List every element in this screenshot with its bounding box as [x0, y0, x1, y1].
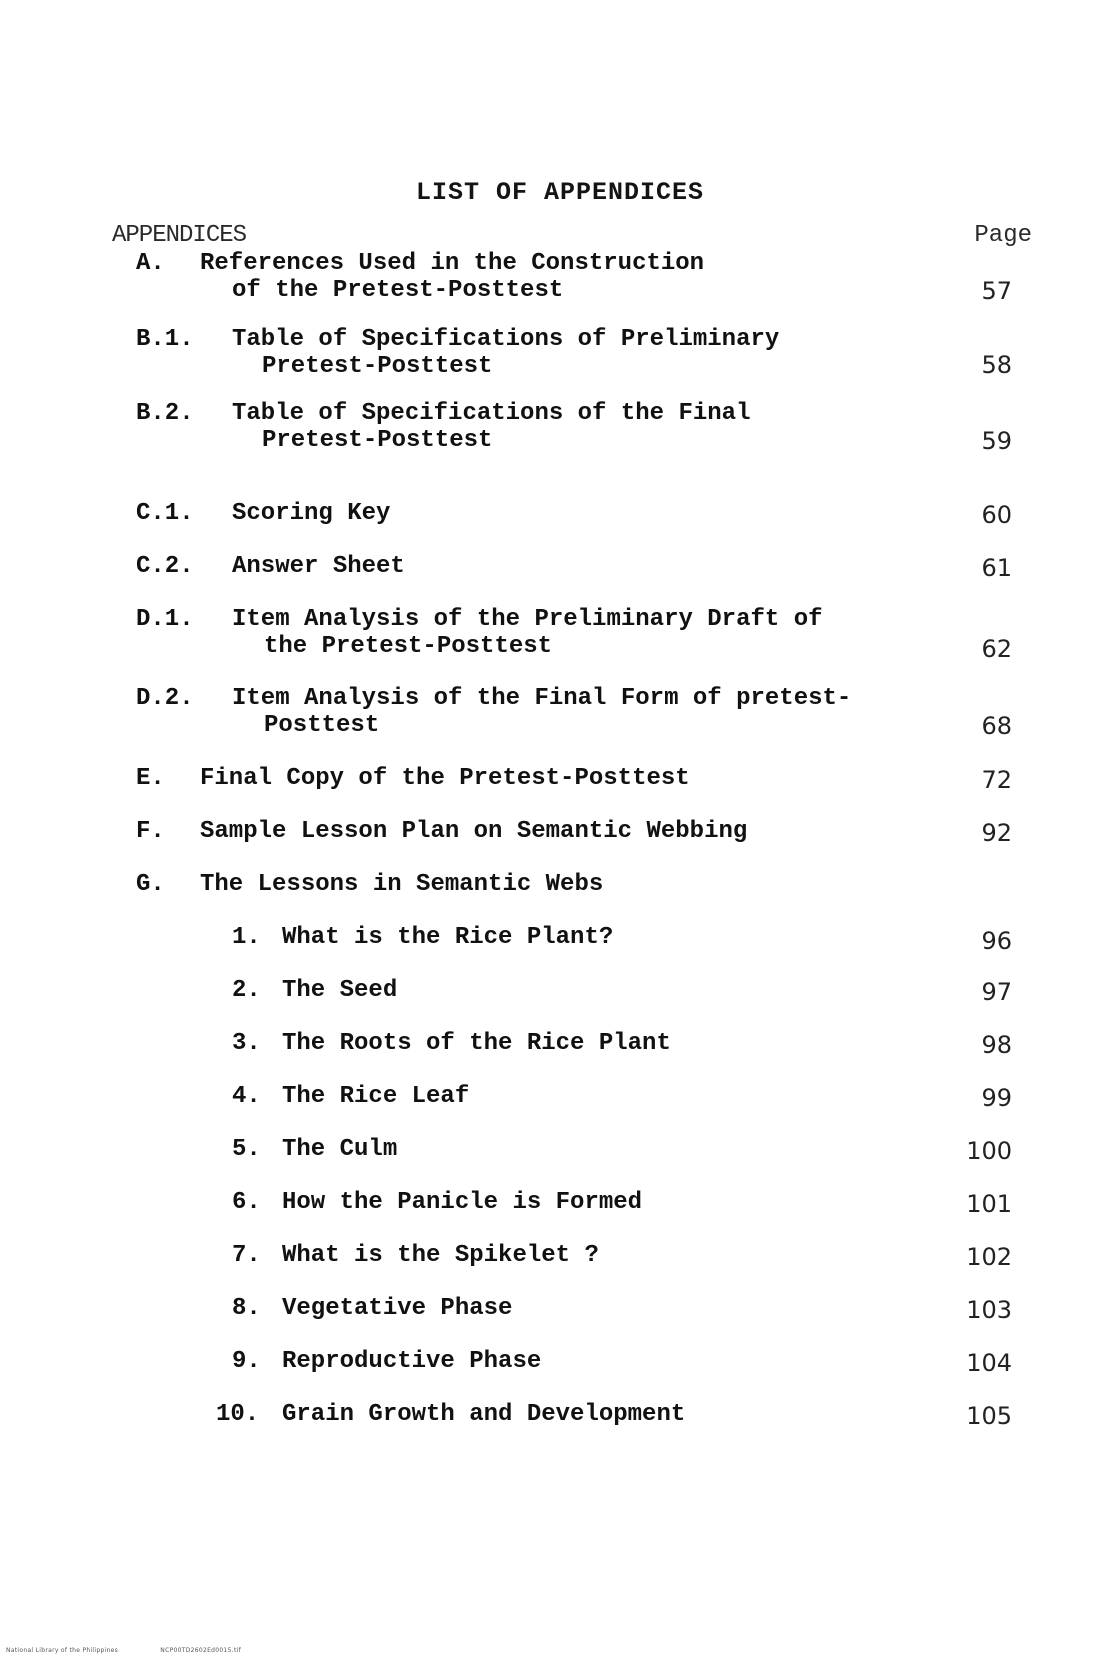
entry-page-number: 98 [981, 1031, 1012, 1059]
entry-page-number: 58 [981, 351, 1012, 379]
entry-page-number: 100 [966, 1137, 1012, 1165]
entry-title-continued: Pretest-Posttest [262, 427, 493, 454]
entry-page-number: 60 [981, 501, 1012, 529]
page-title: LIST OF APPENDICES [415, 178, 705, 207]
entry-label: C.2. [136, 553, 194, 580]
entry-label: 3. [232, 1030, 261, 1057]
entry-page-number: 59 [981, 427, 1012, 455]
entry-title: Answer Sheet [232, 553, 405, 580]
entry-label: 7. [232, 1242, 261, 1269]
entry-title: The Rice Leaf [282, 1083, 470, 1110]
entry-page-number: 104 [966, 1349, 1012, 1377]
entry-label: F. [136, 818, 165, 845]
entry-page-number: 72 [981, 766, 1012, 794]
entry-page-number: 102 [966, 1243, 1012, 1271]
entry-title-continued: of the Pretest-Posttest [232, 277, 564, 304]
footer-library-name: National Library of the Philippines [6, 1647, 119, 1654]
entry-page-number: 97 [981, 978, 1012, 1006]
entry-title: How the Panicle is Formed [282, 1189, 643, 1216]
entry-title: Table of Specifications of Preliminary [232, 326, 780, 353]
entry-label: B.2. [136, 400, 194, 427]
entry-page-number: 61 [981, 554, 1012, 582]
entry-label: C.1. [136, 500, 194, 527]
entry-title: What is the Rice Plant? [282, 924, 614, 951]
entry-title: Table of Specifications of the Final [232, 400, 751, 427]
entry-title: Item Analysis of the Preliminary Draft of [232, 606, 823, 633]
entry-title-continued: Pretest-Posttest [262, 353, 493, 380]
entry-title: The Culm [282, 1136, 398, 1163]
entry-label: G. [136, 871, 165, 898]
entry-label: 9. [232, 1348, 261, 1375]
entry-title: The Roots of the Rice Plant [282, 1030, 671, 1057]
entry-page-number: 96 [981, 927, 1012, 955]
entry-page-number: 105 [966, 1402, 1012, 1430]
entry-label: 8. [232, 1295, 261, 1322]
scan-footer [6, 1647, 281, 1654]
entry-page-number: 101 [966, 1190, 1012, 1218]
entry-label: B.1. [136, 326, 194, 353]
entry-title: Scoring Key [232, 500, 391, 527]
entry-label: 10. [216, 1401, 260, 1428]
entry-title: Item Analysis of the Final Form of pretest- [232, 685, 852, 712]
entry-label: A. [136, 250, 165, 277]
entry-title-continued: the Pretest-Posttest [264, 633, 553, 660]
entry-page-number: 92 [981, 819, 1012, 847]
entry-page-number: 103 [966, 1296, 1012, 1324]
entry-title-continued: Posttest [264, 712, 380, 739]
entry-page-number: 57 [981, 277, 1012, 305]
entry-page-number: 68 [981, 712, 1012, 740]
entry-title: Reproductive Phase [282, 1348, 542, 1375]
entry-title: The Seed [282, 977, 398, 1004]
entry-title: References Used in the Construction [200, 250, 705, 277]
appendices-column-header: APPENDICES [112, 222, 247, 249]
entry-title: What is the Spikelet ? [282, 1242, 599, 1269]
entry-label: 1. [232, 924, 261, 951]
footer-file-name: NCP00TD2602Ed0015.tif [160, 1647, 241, 1654]
entry-label: 6. [232, 1189, 261, 1216]
entry-label: 4. [232, 1083, 261, 1110]
entry-title: Grain Growth and Development [282, 1401, 686, 1428]
entry-title: Vegetative Phase [282, 1295, 513, 1322]
entry-page-number: 99 [981, 1084, 1012, 1112]
entry-page-number: 62 [981, 635, 1012, 663]
entry-label: D.2. [136, 685, 194, 712]
entry-title: Final Copy of the Pretest-Posttest [200, 765, 690, 792]
entry-title: Sample Lesson Plan on Semantic Webbing [200, 818, 748, 845]
page-column-header: Page [974, 222, 1032, 249]
entry-title: The Lessons in Semantic Webs [200, 871, 604, 898]
entry-label: E. [136, 765, 165, 792]
entry-label: 2. [232, 977, 261, 1004]
entry-label: 5. [232, 1136, 261, 1163]
entry-label: D.1. [136, 606, 194, 633]
